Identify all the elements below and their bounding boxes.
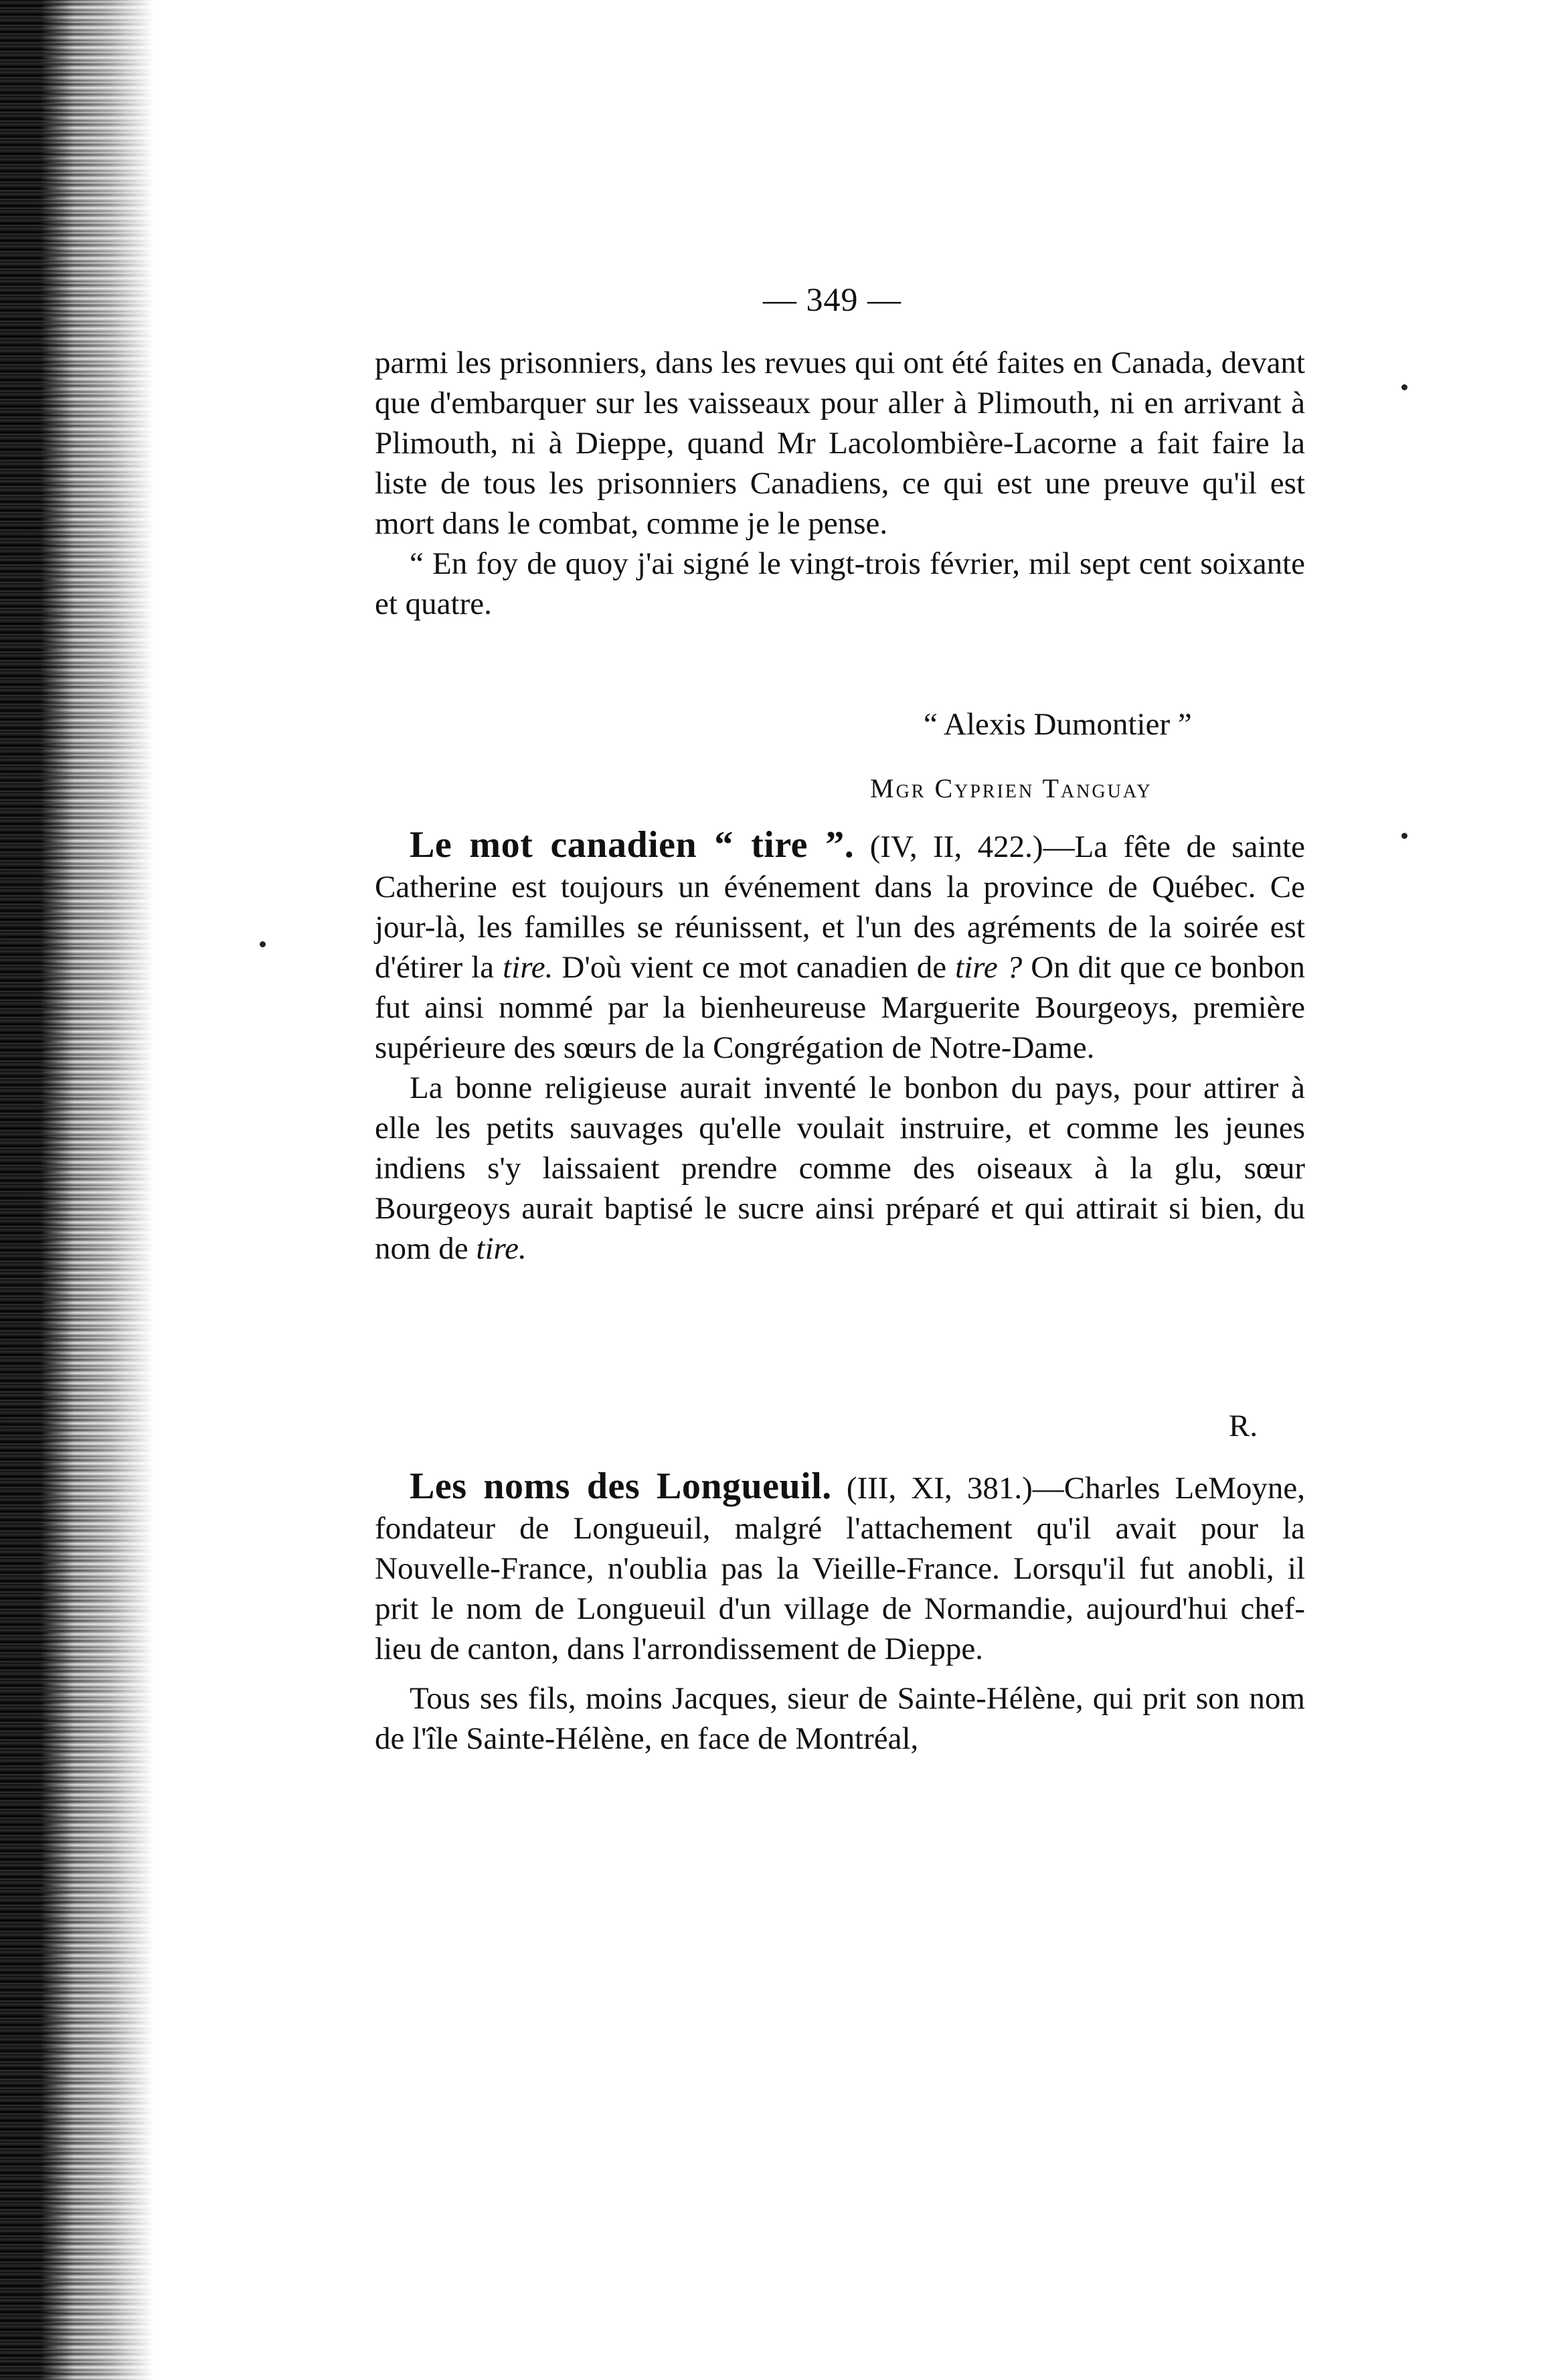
article-tire-emphasis-2: tire ? bbox=[955, 950, 1023, 985]
article-tire-reference: (IV, II, 422.)—La fête de sainte Catherine est toujours un événement dans la province de Québec. Ce jour-là, les familles se réunissent, et l'un des agréments de la soirée est d'étirer la bbox=[375, 829, 1305, 985]
article-longueuil-text: (III, XI, 381.)—Charles LeMoyne, fondateur de Longueuil, malgré l'attachement qu'il avait pour la Nouvelle-France, n'oublia pas la Vieille-France. Lorsqu'il fut anobli, il prit le nom de Longueuil d'un village de Normandie, aujourd'hui chef-lieu de canton, dans l'arrondissement de Dieppe. bbox=[375, 1471, 1305, 1666]
article-longueuil-paragraph-1 bbox=[375, 1466, 1305, 1669]
article-longueuil-paragraph-2: Tous ses fils, moins Jacques, sieur de Sainte-Hélène, qui prit son nom de l'île Sainte-Hélène, en face de Montréal, bbox=[375, 1681, 1305, 1756]
article-tire-text-2: On dit que ce bonbon fut ainsi nommé par la bienheureuse Marguerite Bourgeoys, première supérieure des sœurs de la Congrégation de Notre-Dame. bbox=[375, 950, 1306, 1065]
article-tire-paragraph-2-text: La bonne religieuse aurait inventé le bonbon du pays, pour attirer à elle les petits sauvages qu'elle voulait instruire, et comme les jeunes indiens s'y laissaient prendre comme des oiseaux à la glu, sœur Bourgeoys aurait baptisé le sucre ainsi préparé et qui attirait si bien, du nom de bbox=[375, 1070, 1305, 1266]
continuation-paragraph: parmi les prisonniers, dans les revues qui ont été faites en Canada, devant que d'embarquer sur les vaisseaux pour aller à Plimouth, ni en arrivant à Plimouth, ni à Dieppe, quand Mr Lacolombière-Lacorne a fait faire la liste de tous les prisonniers Canadiens, ce qui est une preuve qu'il est mort dans le combat, comme je le pense. bbox=[375, 345, 1305, 541]
page-binding-edge bbox=[0, 0, 74, 2380]
article-tire-paragraph-1 bbox=[375, 825, 1305, 1068]
continuation-block bbox=[375, 343, 1305, 624]
margin-speck bbox=[1401, 833, 1407, 839]
article-tire-text-1: D'où vient ce mot canadien de bbox=[553, 950, 956, 985]
article-longueuil-heading: Les noms des Longueuil. bbox=[410, 1465, 832, 1507]
article-tire-initial: R. bbox=[1229, 1409, 1258, 1443]
article-tire bbox=[375, 825, 1305, 1269]
article-tire-emphasis-1: tire. bbox=[503, 950, 553, 985]
article-author: Mgr Cyprien Tanguay bbox=[870, 773, 1152, 803]
attestation-paragraph: “ En foy de quoy j'ai signé le vingt-trois février, mil sept cent soixante et quatre. bbox=[375, 546, 1305, 621]
page-number: — 349 — bbox=[763, 281, 902, 318]
signature-name: “ Alexis Dumontier ” bbox=[924, 707, 1192, 742]
margin-speck bbox=[260, 941, 266, 947]
article-longueuil bbox=[375, 1466, 1305, 1759]
article-tire-emphasis-3: tire. bbox=[476, 1231, 527, 1266]
margin-speck bbox=[1401, 384, 1407, 390]
article-tire-heading: Le mot canadien “ tire ”. bbox=[410, 824, 855, 866]
article-tire-paragraph-2 bbox=[375, 1068, 1305, 1269]
